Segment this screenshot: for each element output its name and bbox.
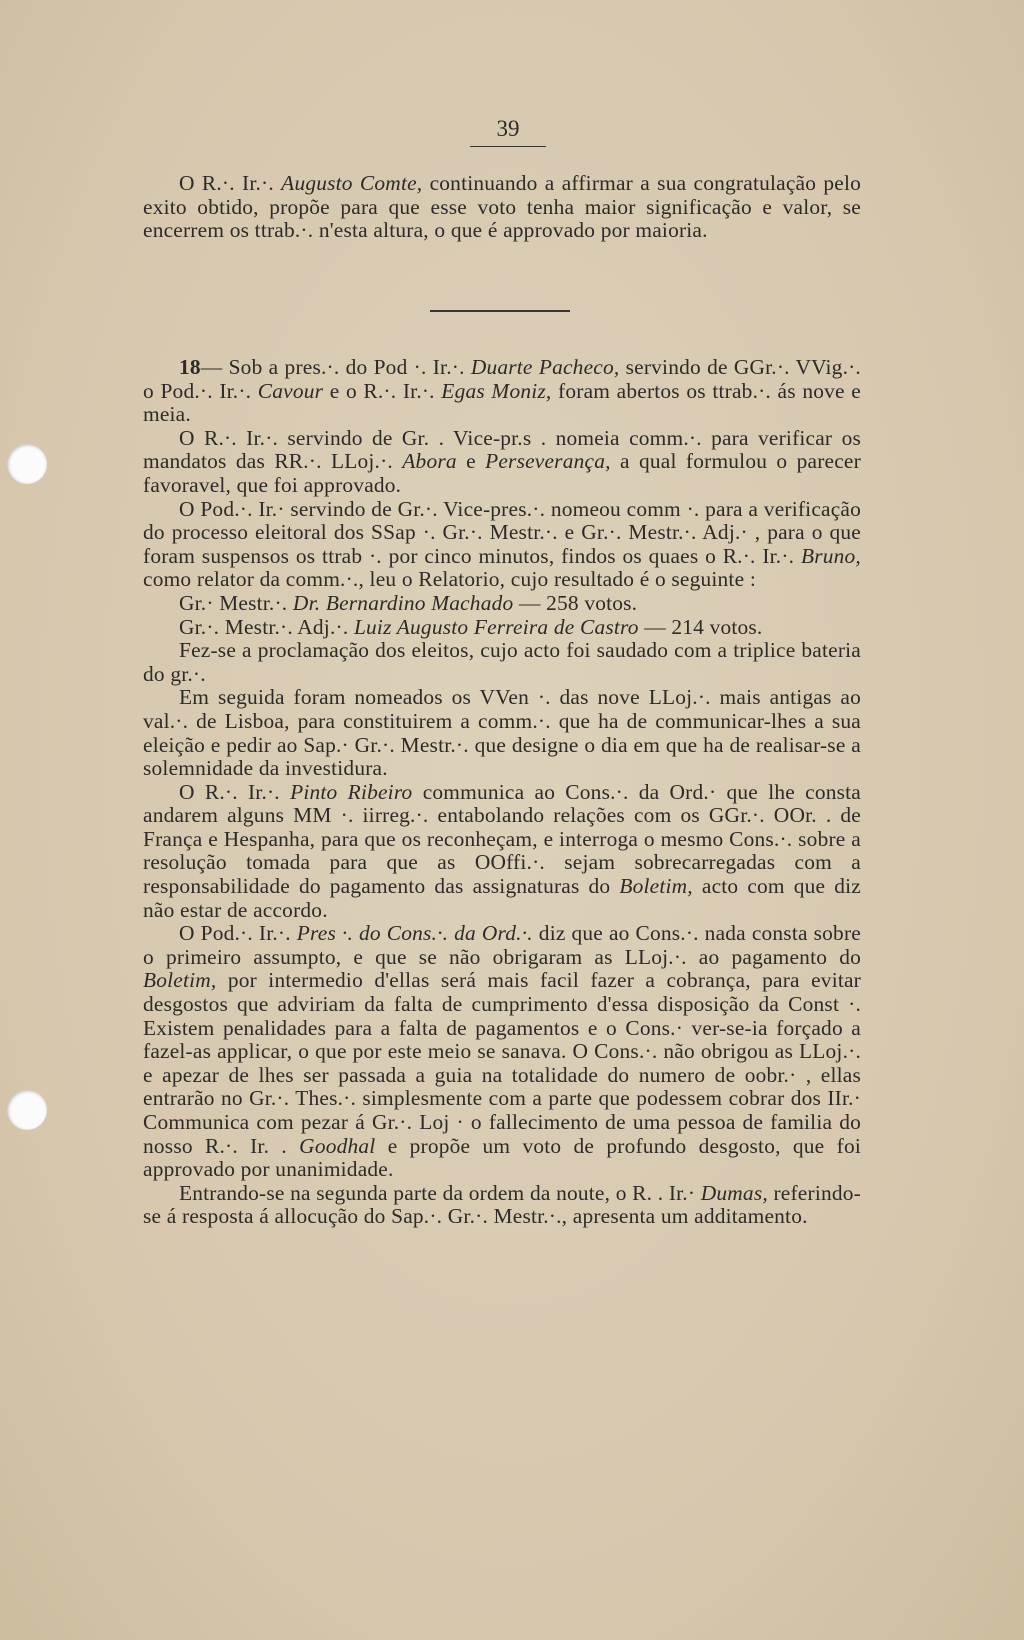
paragraph: Em seguida foram nomeados os VVen ·. das nove LLoj.·. mais antigas ao val.·. de Lisboa, para constituirem a comm.·. que ha de communicar-lhes a sua eleição e pedir ao Sap.· Gr.·. Mestr.·. que designe o dia em que ha de realisar-se a solemnidade da investidura.	[143, 685, 861, 781]
title-name: Pres ·. do Cons.·. da Ord.·.	[296, 921, 533, 946]
item-18	[143, 356, 861, 1229]
person-name: Bruno,	[800, 543, 861, 568]
publication-name: Boletim,	[619, 874, 693, 899]
text-run: acto com que diz não estar de accordo.	[143, 874, 861, 922]
text-run: Entrando-se na segunda parte da ordem da noute, o R. . Ir.·	[179, 1180, 696, 1205]
text-run: Gr.·. Mestr.·. Adj.·.	[179, 614, 349, 639]
person-name: Augusto Comte,	[281, 171, 423, 195]
page-number: 39	[496, 116, 520, 141]
punch-hole	[7, 1090, 47, 1130]
text-run: — Sob a pres.·. do Pod ·. Ir.·.	[200, 355, 465, 379]
person-name: Egas Moniz,	[441, 378, 552, 403]
text-run: referindo-se á resposta á allocução do Sap.·. Gr.·. Mestr.·., apresenta um additamento.	[143, 1180, 861, 1229]
text-run: servindo de GGr.·. VVig.·. o Pod.·. Ir.·.	[143, 355, 861, 403]
text-run: continuando a affirmar a sua congratulação pelo exito obtido, propõe para que esse voto tenha maior significação e valor, se encerrem os ttrab.·. n'esta altura, o que é approvado por maioria.	[143, 171, 861, 243]
text-run: e	[466, 449, 476, 474]
text-run: O R.·. Ir.·.	[179, 779, 280, 804]
vote-result	[143, 616, 861, 640]
text-run: O Pod.·. Ir.· servindo de Gr.·. Vice-pres.·. nomeou comm ·. para a verificação do processo eleitoral dos SSap ·. Gr.·. Mestr.·. e Gr.·. Mestr.·. Adj.· , para o que foram suspensos os ttrab ·. por cinco minutos, findos os quaes o R.·. Ir.·.	[143, 496, 861, 568]
person-name: Duarte Pacheco,	[470, 355, 620, 379]
text-run: como relator da comm.·., leu o Relatorio, cujo resultado é o seguinte :	[143, 567, 756, 592]
lodge-name: Perseverança,	[485, 449, 611, 474]
text-run: Gr.· Mestr.·.	[179, 590, 288, 615]
item-number: 18	[179, 355, 201, 379]
text-run: diz que ao Cons.·. nada consta sobre o primeiro assumpto, e que se não obrigaram as LLoj.·. ao pagamento do	[143, 921, 861, 969]
text-run: e propõe um voto de profundo desgosto, que foi approvado por unanimidade.	[143, 1133, 861, 1182]
person-name: Dr. Bernardino Machado	[292, 590, 514, 615]
text-run: por intermedio d'ellas será mais facil fazer a cobrança, para evitar desgostos que adviriam da falta de cumprimento d'essa disposição da Const ·. Existem penalidades para a falta de pagamentos e o Cons.· ver-se-ia forçado a fazel-as applicar, o que por este meio se sanava. O Cons.·. não obrigou as LLoj.·. e apezar de lhes ser passada a guia na totalidade do numero de oobr.· , ellas entrarão no Gr.·. Thes.·. simplesmente com a parte que podessem cobrar dos IIr.· Communica com pezar á Gr.·. Loj · o fallecimento de uma pessoa de familia do nosso R.·. Ir. .	[143, 968, 861, 1158]
top-paragraph	[143, 172, 861, 243]
person-name: Luiz Augusto Ferreira de Castro	[353, 614, 639, 639]
text-run: — 214 votos.	[644, 614, 763, 639]
text-run: — 258 votos.	[518, 590, 638, 615]
text-run: e o R.·. Ir.·.	[329, 378, 435, 403]
paragraph: Fez-se a proclamação dos eleitos, cujo acto foi saudado com a triplice bateria do gr.·.	[143, 638, 861, 686]
lodge-name: Abora	[402, 449, 457, 474]
publication-name: Boletim,	[143, 968, 217, 993]
person-name: Goodhal	[299, 1133, 376, 1158]
vote-result	[143, 592, 861, 616]
text-run: O R.·. Ir.·. servindo de Gr. . Vice-pr.s . nomeia comm.·. para verificar os mandatos das RR.·. LLoj.·.	[143, 425, 861, 474]
text-run: foram abertos os ttrab.·. ás nove e meia.	[143, 378, 861, 427]
punch-hole	[7, 444, 47, 484]
page-number-rule	[470, 146, 546, 147]
person-name: Cavour	[257, 378, 324, 403]
text-run: a qual formulou o parecer favoravel, que foi approvado.	[143, 449, 861, 497]
text-run: communica ao Cons.·. da Ord.· que lhe consta andarem alguns MM ·. iirreg.·. entabolando relações com os GGr.·. OOr. . de França e Hespanha, para que os reconheçam, e interroga o mesmo Cons.·. sobre a resolução tomada para que as OOffi.·. sejam sobrecarregadas com a responsabilidade do pagamento das assignaturas do	[143, 779, 862, 899]
text-run: O R.·. Ir.·.	[179, 171, 274, 195]
person-name: Pinto Ribeiro	[290, 779, 413, 804]
text-run: O Pod.·. Ir.·.	[179, 921, 291, 946]
person-name: Dumas,	[700, 1180, 768, 1205]
section-separator	[430, 310, 570, 312]
